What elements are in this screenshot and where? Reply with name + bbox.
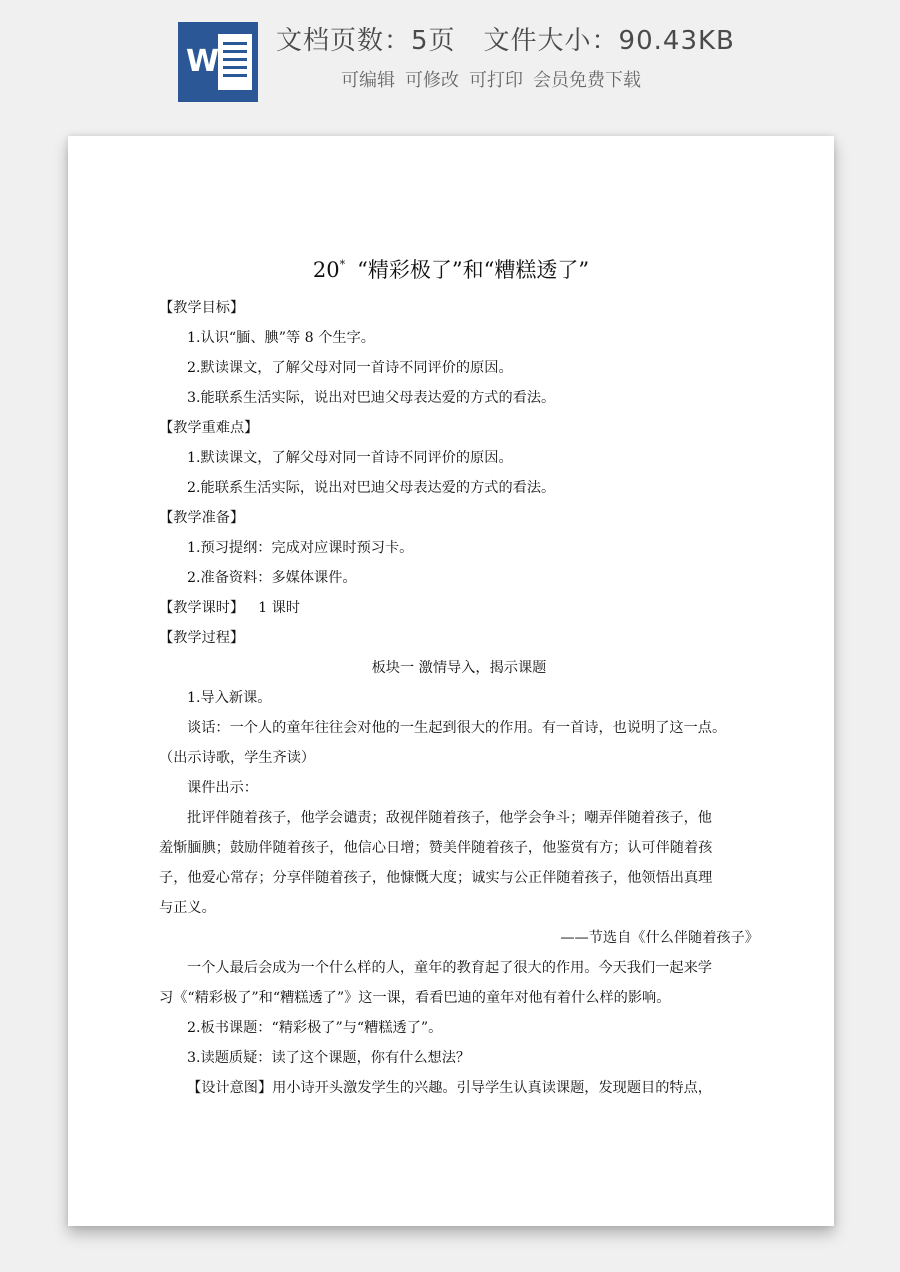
poem-line: 批评伴随着孩子，他学会谴责；敌视伴随着孩子，他学会争斗；嘲弄伴随着孩子，他 (187, 810, 712, 826)
document-page (68, 136, 834, 1226)
talk-line: 谈话：一个人的童年往往会对他的一生起到很大的作用。有一首诗，也说明了这一点。 (187, 720, 727, 736)
step-3: 3.读题质疑：读了这个课题，你有什么想法？ (187, 1050, 471, 1066)
file-size: 文件大小：90.43KB (483, 26, 735, 56)
paragraph-line: 习《“精彩极了”和“糟糕透了”》这一课，看看巴迪的童年对他有着什么样的影响。 (159, 990, 671, 1006)
goal-item: 2.默读课文，了解父母对同一首诗不同评价的原因。 (187, 360, 513, 376)
feature-list (341, 66, 641, 92)
feature-modifiable: 可修改 (405, 70, 459, 91)
poem-line: 羞惭腼腆；鼓励伴随着孩子，他信心日增；赞美伴随着孩子，他鉴赏有方；认可伴随着孩 (159, 840, 713, 856)
lesson-mark: * (339, 258, 346, 271)
poem-source: ——节选自《什么伴随着孩子》 (560, 930, 759, 946)
hours-line (159, 593, 759, 623)
header-banner (0, 0, 900, 118)
lesson-title: “精彩极了”和“糟糕透了” (357, 258, 590, 282)
step-1: 1.导入新课。 (187, 690, 272, 706)
keypoint-item: 1.默读课文，了解父母对同一首诗不同评价的原因。 (187, 450, 513, 466)
word-doc-icon (178, 22, 258, 102)
process-heading: 【教学过程】 (159, 630, 245, 646)
goals-heading: 【教学目标】 (159, 300, 245, 316)
design-intent: 【设计意图】用小诗开头激发学生的兴趣。引导学生认真读课题，发现题目的特点， (187, 1080, 712, 1096)
prep-item: 2.准备资料：多媒体课件。 (187, 570, 357, 586)
paragraph-line: 一个人最后会成为一个什么样的人，童年的教育起了很大的作用。今天我们一起来学 (187, 960, 712, 976)
document-title (68, 254, 834, 284)
prep-heading: 【教学准备】 (159, 510, 245, 526)
courseware-label: 课件出示： (187, 780, 258, 796)
goal-item: 3.能联系生活实际，说出对巴迪父母表达爱的方式的看法。 (187, 390, 556, 406)
step-2: 2.板书课题：“精彩极了”与“糟糕透了”。 (187, 1020, 443, 1036)
keypoints-heading: 【教学重难点】 (159, 420, 259, 436)
poem-line: 与正义。 (159, 900, 216, 916)
block1-title: 板块一 激情导入，揭示课题 (371, 660, 547, 676)
keypoint-item: 2.能联系生活实际，说出对巴迪父母表达爱的方式的看法。 (187, 480, 556, 496)
file-info (276, 20, 735, 57)
talk-continuation: （出示诗歌，学生齐读） (159, 750, 316, 766)
document-body (159, 293, 759, 1103)
hours-value: 1 课时 (258, 600, 301, 616)
feature-printable: 可打印 (469, 70, 523, 91)
feature-editable: 可编辑 (341, 70, 395, 91)
poem-line: 子，他爱心常存；分享伴随着孩子，他慷慨大度；诚实与公正伴随着孩子，他领悟出真理 (159, 870, 713, 886)
feature-member-free: 会员免费下载 (533, 70, 641, 91)
word-doc-sheet (218, 34, 252, 90)
word-letter: W (186, 44, 220, 79)
hours-heading: 【教学课时】 (159, 600, 245, 616)
page-count: 文档页数：5页 (276, 26, 456, 56)
goal-item: 1.认识“腼、腆”等 8 个生字。 (187, 330, 375, 346)
lesson-number: 20 (312, 258, 340, 282)
prep-item: 1.预习提纲：完成对应课时预习卡。 (187, 540, 414, 556)
